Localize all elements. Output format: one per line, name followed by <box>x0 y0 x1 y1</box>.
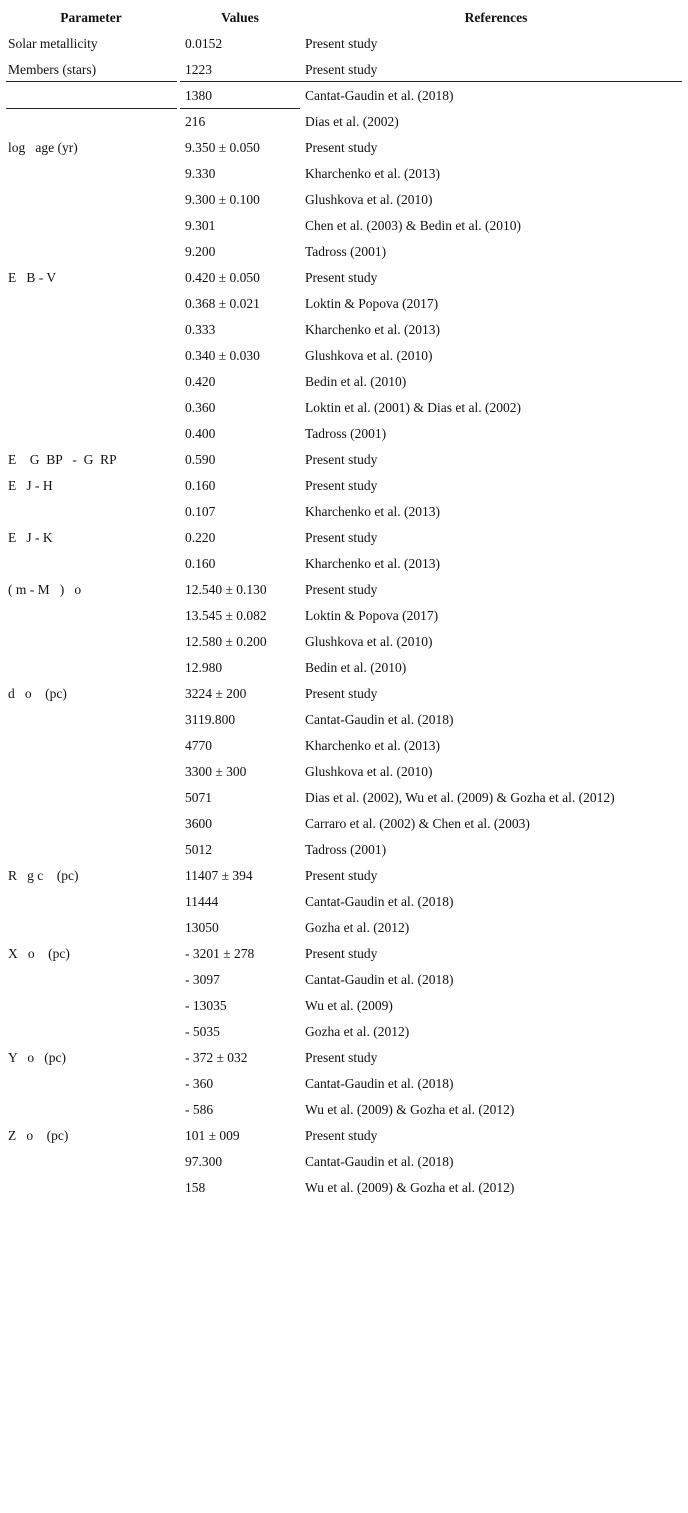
parameter-cell <box>8 291 176 317</box>
parameter-cell: E J - K <box>8 530 53 545</box>
reference-cell: Cantat-Gaudin et al. (2018) <box>305 894 454 909</box>
value-cell: - 13035 <box>185 998 227 1013</box>
table-row <box>6 57 684 83</box>
reference-cell: Present study <box>305 1128 378 1143</box>
table-row <box>6 213 684 239</box>
reference-cell: Present study <box>305 62 378 77</box>
table-row <box>6 109 684 135</box>
table-row <box>6 317 684 343</box>
parameter-cell <box>8 421 176 447</box>
header-references: References <box>464 10 528 25</box>
reference-cell: Loktin et al. (2001) & Dias et al. (2002) <box>305 400 521 415</box>
reference-cell: Chen et al. (2003) & Bedin et al. (2010) <box>305 218 521 233</box>
table-row <box>6 759 684 785</box>
reference-cell: Loktin & Popova (2017) <box>305 608 439 623</box>
table-row <box>6 161 684 187</box>
value-cell: 0.160 <box>185 478 216 493</box>
rule-members-left <box>6 81 177 82</box>
value-cell: 1380 <box>185 88 212 103</box>
reference-cell: Kharchenko et al. (2013) <box>305 556 440 571</box>
table-row <box>6 1097 684 1123</box>
table-row <box>6 1149 684 1175</box>
table-row <box>6 395 684 421</box>
reference-cell: Kharchenko et al. (2013) <box>305 166 440 181</box>
reference-cell: Wu et al. (2009) & Gozha et al. (2012) <box>305 1102 515 1117</box>
reference-cell: Glushkova et al. (2010) <box>305 192 433 207</box>
value-cell: 0.333 <box>185 322 216 337</box>
reference-cell: Cantat-Gaudin et al. (2018) <box>305 1076 454 1091</box>
value-cell: 0.107 <box>185 504 216 519</box>
parameter-cell <box>8 343 176 369</box>
value-cell: 3300 ± 300 <box>185 764 247 779</box>
reference-cell: Carraro et al. (2002) & Chen et al. (2003) <box>305 816 530 831</box>
parameter-cell <box>8 655 176 681</box>
reference-cell: Tadross (2001) <box>305 842 387 857</box>
value-cell: 9.300 ± 0.100 <box>185 192 260 207</box>
table-row <box>6 239 684 265</box>
table-row <box>6 603 684 629</box>
table-row <box>6 1123 684 1149</box>
value-cell: 9.301 <box>185 218 216 233</box>
value-cell: - 5035 <box>185 1024 220 1039</box>
parameter-cell: X o (pc) <box>8 946 70 961</box>
table-row <box>6 343 684 369</box>
parameter-cell <box>8 161 176 187</box>
parameter-cell <box>8 109 176 135</box>
parameter-cell <box>8 187 176 213</box>
header-parameter: Parameter <box>60 10 122 25</box>
value-cell: 0.590 <box>185 452 216 467</box>
table-row <box>6 811 684 837</box>
parameter-cell <box>8 993 176 1019</box>
reference-cell: Present study <box>305 270 378 285</box>
parameter-cell <box>8 1019 176 1045</box>
reference-cell: Glushkova et al. (2010) <box>305 764 433 779</box>
value-cell: 4770 <box>185 738 212 753</box>
reference-cell: Cantat-Gaudin et al. (2018) <box>305 88 454 103</box>
reference-cell: Kharchenko et al. (2013) <box>305 322 440 337</box>
reference-cell: Present study <box>305 582 378 597</box>
table-row <box>6 265 684 291</box>
table-row <box>6 473 684 499</box>
parameter-cell <box>8 239 176 265</box>
table-row <box>6 785 684 811</box>
value-cell: 11407 ± 394 <box>185 868 253 883</box>
table-row <box>6 31 684 57</box>
parameter-cell <box>8 811 176 837</box>
reference-cell: Gozha et al. (2012) <box>305 1024 410 1039</box>
parameter-cell <box>8 1097 176 1123</box>
value-cell: 3224 ± 200 <box>185 686 247 701</box>
reference-cell: Present study <box>305 1050 378 1065</box>
reference-cell: Present study <box>305 140 378 155</box>
parameter-cell <box>8 707 176 733</box>
table-row <box>6 447 684 473</box>
reference-cell: Dias et al. (2002), Wu et al. (2009) & Gozha et al. (2012) <box>305 790 615 805</box>
reference-cell: Cantat-Gaudin et al. (2018) <box>305 1154 454 1169</box>
table-header <box>6 5 684 31</box>
value-cell: 12.580 ± 0.200 <box>185 634 267 649</box>
table-row <box>6 889 684 915</box>
parameter-cell <box>8 889 176 915</box>
reference-cell: Bedin et al. (2010) <box>305 660 407 675</box>
table-row <box>6 83 684 109</box>
table-row <box>6 525 684 551</box>
parameter-cell <box>8 733 176 759</box>
parameter-cell: d o (pc) <box>8 686 67 701</box>
rule-blank-left <box>6 108 177 109</box>
reference-cell: Present study <box>305 686 378 701</box>
parameter-cell <box>8 213 176 239</box>
table-row <box>6 369 684 395</box>
table-row <box>6 993 684 1019</box>
value-cell: 12.540 ± 0.130 <box>185 582 267 597</box>
parameter-cell: log age (yr) <box>8 140 78 155</box>
reference-cell: Present study <box>305 452 378 467</box>
reference-cell: Tadross (2001) <box>305 426 387 441</box>
value-cell: 0.160 <box>185 556 216 571</box>
value-cell: - 360 <box>185 1076 214 1091</box>
value-cell: 13.545 ± 0.082 <box>185 608 267 623</box>
table-row <box>6 551 684 577</box>
table-row <box>6 655 684 681</box>
table-row <box>6 577 684 603</box>
reference-cell: Present study <box>305 868 378 883</box>
parameter-cell <box>8 785 176 811</box>
parameter-cell: Members (stars) <box>8 62 97 77</box>
parameter-cell: ( m - M ) o <box>8 582 82 597</box>
reference-cell: Glushkova et al. (2010) <box>305 634 433 649</box>
value-cell: 97.300 <box>185 1154 223 1169</box>
parameter-cell <box>8 1175 176 1201</box>
parameter-cell <box>8 551 176 577</box>
table-row <box>6 1175 684 1201</box>
header-values: Values <box>221 10 259 25</box>
table-row <box>6 1071 684 1097</box>
value-cell: 5071 <box>185 790 212 805</box>
reference-cell: Glushkova et al. (2010) <box>305 348 433 363</box>
parameter-cell <box>8 967 176 993</box>
table-row <box>6 291 684 317</box>
table-row <box>6 421 684 447</box>
value-cell: 0.400 <box>185 426 216 441</box>
value-cell: 0.368 ± 0.021 <box>185 296 260 311</box>
rule-members-right <box>180 81 682 82</box>
value-cell: 3119.800 <box>185 712 236 727</box>
reference-cell: Present study <box>305 36 378 51</box>
table-row <box>6 499 684 525</box>
table-row <box>6 135 684 161</box>
value-cell: - 372 ± 032 <box>185 1050 248 1065</box>
value-cell: 0.360 <box>185 400 216 415</box>
reference-cell: Cantat-Gaudin et al. (2018) <box>305 712 454 727</box>
value-cell: 0.220 <box>185 530 216 545</box>
parameter-cell <box>8 317 176 343</box>
parameter-cell: E J - H <box>8 478 53 493</box>
value-cell: - 586 <box>185 1102 214 1117</box>
table-row <box>6 733 684 759</box>
reference-cell: Present study <box>305 530 378 545</box>
table-row <box>6 707 684 733</box>
value-cell: 158 <box>185 1180 206 1195</box>
value-cell: 216 <box>185 114 206 129</box>
table-row <box>6 915 684 941</box>
value-cell: 5012 <box>185 842 212 857</box>
parameter-cell <box>8 915 176 941</box>
value-cell: - 3201 ± 278 <box>185 946 255 961</box>
parameter-cell <box>8 603 176 629</box>
parameter-cell: Y o (pc) <box>8 1050 66 1065</box>
table-row <box>6 863 684 889</box>
value-cell: 0.420 <box>185 374 216 389</box>
reference-cell: Dias et al. (2002) <box>305 114 399 129</box>
parameter-cell <box>8 369 176 395</box>
reference-cell: Kharchenko et al. (2013) <box>305 738 440 753</box>
table-row <box>6 1045 684 1071</box>
table-row <box>6 941 684 967</box>
value-cell: 11444 <box>185 894 219 909</box>
reference-cell: Kharchenko et al. (2013) <box>305 504 440 519</box>
reference-cell: Cantat-Gaudin et al. (2018) <box>305 972 454 987</box>
table-row <box>6 187 684 213</box>
value-cell: 101 ± 009 <box>185 1128 240 1143</box>
value-cell: 9.200 <box>185 244 216 259</box>
reference-cell: Wu et al. (2009) <box>305 998 393 1013</box>
parameter-cell: R g c (pc) <box>8 868 79 883</box>
parameter-cell: Solar metallicity <box>8 36 98 51</box>
parameter-cell <box>8 499 176 525</box>
parameter-cell <box>8 1071 176 1097</box>
value-cell: - 3097 <box>185 972 220 987</box>
value-cell: 1223 <box>185 62 212 77</box>
rule-blank-mid <box>180 108 300 109</box>
value-cell: 3600 <box>185 816 212 831</box>
parameters-table <box>6 5 684 1201</box>
reference-cell: Tadross (2001) <box>305 244 387 259</box>
parameter-cell: E B - V <box>8 270 57 285</box>
parameter-cell <box>8 83 176 109</box>
table-body <box>6 31 684 1201</box>
table-row <box>6 681 684 707</box>
value-cell: 13050 <box>185 920 219 935</box>
value-cell: 0.340 ± 0.030 <box>185 348 260 363</box>
table-row <box>6 1019 684 1045</box>
parameter-cell <box>8 395 176 421</box>
table-row <box>6 967 684 993</box>
parameter-cell: Z o (pc) <box>8 1128 69 1143</box>
reference-cell: Loktin & Popova (2017) <box>305 296 439 311</box>
value-cell: 9.350 ± 0.050 <box>185 140 260 155</box>
reference-cell: Present study <box>305 478 378 493</box>
parameter-cell <box>8 759 176 785</box>
reference-cell: Wu et al. (2009) & Gozha et al. (2012) <box>305 1180 515 1195</box>
reference-cell: Present study <box>305 946 378 961</box>
value-cell: 12.980 <box>185 660 223 675</box>
parameter-cell: E G BP - G RP <box>8 452 117 467</box>
value-cell: 0.420 ± 0.050 <box>185 270 260 285</box>
reference-cell: Gozha et al. (2012) <box>305 920 410 935</box>
value-cell: 9.330 <box>185 166 216 181</box>
reference-cell: Bedin et al. (2010) <box>305 374 407 389</box>
table-row <box>6 629 684 655</box>
table-row <box>6 837 684 863</box>
parameter-cell <box>8 1149 176 1175</box>
parameter-cell <box>8 837 176 863</box>
parameter-cell <box>8 629 176 655</box>
value-cell: 0.0152 <box>185 36 223 51</box>
